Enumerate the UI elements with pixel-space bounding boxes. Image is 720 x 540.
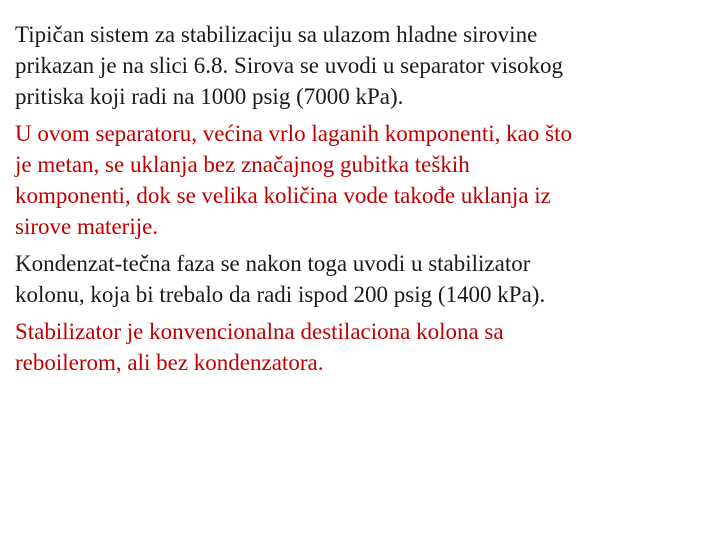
text-line: prikazan je na slici 6.8. Sirova se uvodi u separator visokog [15, 53, 564, 78]
slide-text-body [15, 19, 705, 384]
text-line: Stabilizator je konvencionalna destilaciona kolona sa [15, 319, 504, 344]
text-line: Kondenzat-tečna faza se nakon toga uvodi u stabilizator [15, 251, 531, 276]
text-line: komponenti, dok se velika količina vode takođe uklanja iz [15, 183, 551, 208]
paragraph-stabilizer [15, 316, 705, 378]
paragraph-intro [15, 19, 705, 112]
paragraph-separator [15, 118, 705, 242]
text-line: pritiska koji radi na 1000 psig (7000 kPa). [15, 84, 404, 109]
text-line: je metan, se uklanja bez značajnog gubitka teških [15, 152, 470, 177]
text-line: sirove materije. [15, 214, 159, 239]
text-line: U ovom separatoru, većina vrlo laganih komponenti, kao što [15, 121, 572, 146]
text-line: Tipičan sistem za stabilizaciju sa ulazom hladne sirovine [15, 22, 538, 47]
paragraph-condensate [15, 248, 705, 310]
text-line: kolonu, koja bi trebalo da radi ispod 200 psig (1400 kPa). [15, 282, 546, 307]
text-line: reboilerom, ali bez kondenzatora. [15, 350, 324, 375]
